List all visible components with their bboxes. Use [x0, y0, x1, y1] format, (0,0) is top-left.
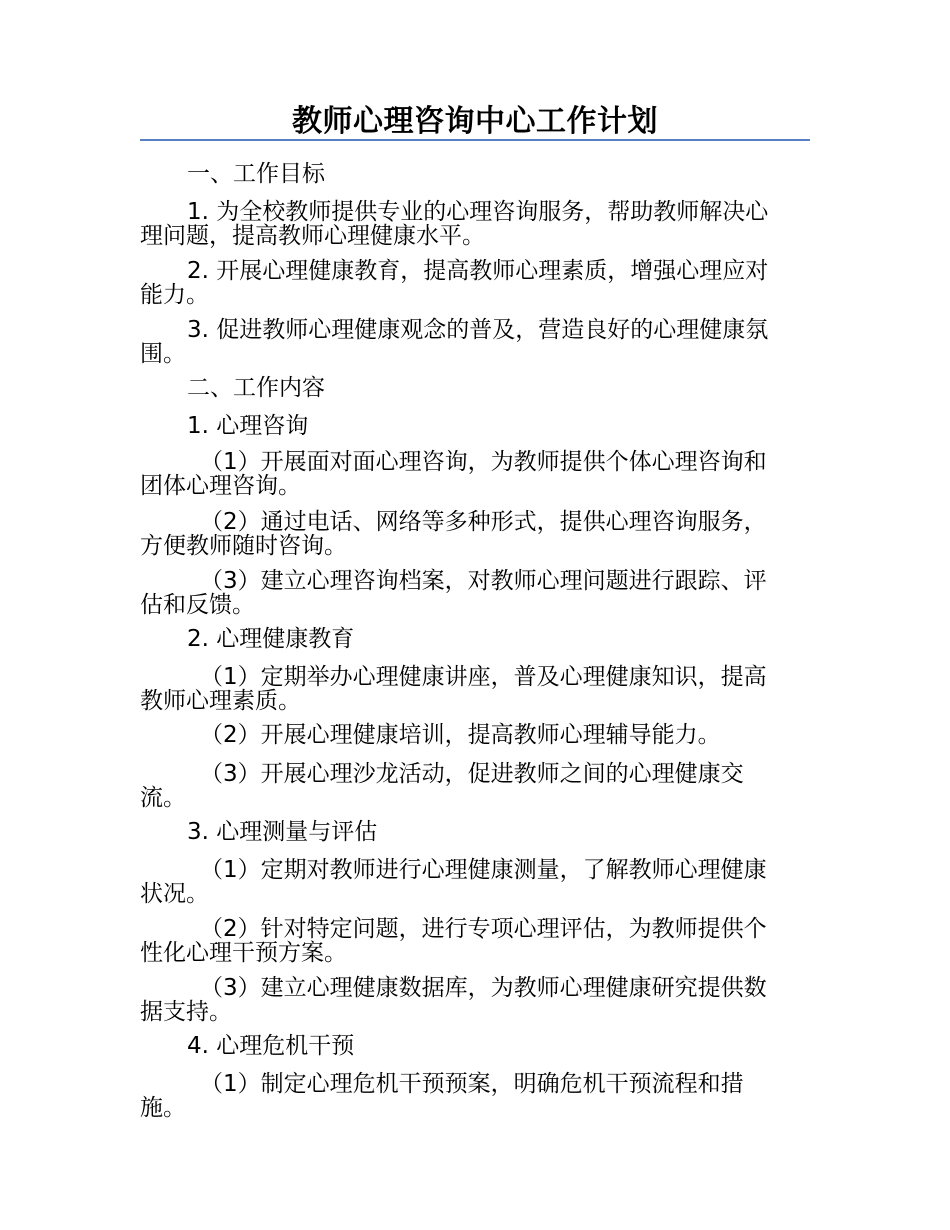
paragraph-line: （3）建立心理咨询档案，对教师心理问题进行跟踪、评 [200, 568, 767, 594]
paragraph-line: 1. 为全校教师提供专业的心理咨询服务，帮助教师解决心 [187, 199, 769, 225]
section-heading: 一、工作目标 [187, 161, 325, 187]
paragraph-line: （1）开展面对面心理咨询，为教师提供个体心理咨询和 [200, 449, 767, 475]
paragraph-line: 围。 [140, 341, 186, 367]
paragraph-line: 据支持。 [140, 999, 232, 1025]
subsection-heading: 3. 心理测量与评估 [187, 819, 378, 845]
paragraph-line: （2）通过电话、网络等多种形式，提供心理咨询服务， [200, 509, 767, 535]
document-title: 教师心理咨询中心工作计划 [292, 104, 658, 139]
paragraph-line: 流。 [140, 785, 186, 811]
paragraph-line: （1）制定心理危机干预预案，明确危机干预流程和措 [200, 1071, 744, 1097]
paragraph-line: 能力。 [140, 282, 209, 308]
paragraph-line: （2）开展心理健康培训，提高教师心理辅导能力。 [200, 722, 721, 748]
paragraph-line: 性化心理干预方案。 [140, 940, 347, 966]
subsection-heading: 1. 心理咨询 [187, 413, 309, 439]
paragraph-line: 3. 促进教师心理健康观念的普及，营造良好的心理健康氛 [187, 317, 769, 343]
paragraph-line: 方便教师随时咨询。 [140, 533, 347, 559]
paragraph-line: 施。 [140, 1095, 186, 1121]
paragraph-line: 教师心理素质。 [140, 688, 301, 714]
paragraph-line: 2. 开展心理健康教育，提高教师心理素质，增强心理应对 [187, 258, 769, 284]
paragraph-line: （3）开展心理沙龙活动，促进教师之间的心理健康交 [200, 761, 744, 787]
paragraph-line: 团体心理咨询。 [140, 473, 301, 499]
title-underline [140, 139, 810, 141]
paragraph-line: （1）定期对教师进行心理健康测量，了解教师心理健康 [200, 857, 767, 883]
subsection-heading: 4. 心理危机干预 [187, 1033, 355, 1059]
paragraph-line: 估和反馈。 [140, 592, 255, 618]
paragraph-line: 状况。 [140, 881, 209, 907]
section-heading: 二、工作内容 [187, 375, 325, 401]
paragraph-line: （2）针对特定问题，进行专项心理评估，为教师提供个 [200, 916, 767, 942]
subsection-heading: 2. 心理健康教育 [187, 626, 355, 652]
paragraph-line: （3）建立心理健康数据库，为教师心理健康研究提供数 [200, 975, 767, 1001]
paragraph-line: （1）定期举办心理健康讲座，普及心理健康知识，提高 [200, 664, 767, 690]
paragraph-line: 理问题，提高教师心理健康水平。 [140, 223, 485, 249]
